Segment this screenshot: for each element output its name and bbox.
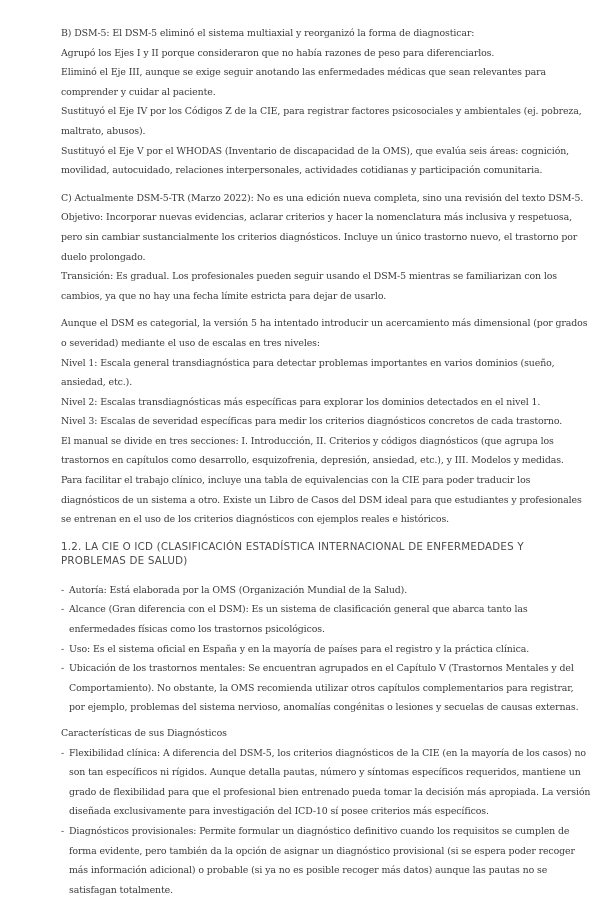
- heading-line: PROBLEMAS DE SALUD): [61, 555, 188, 568]
- text-line: Eliminó el Eje III, aunque se exige seguir anotando las enfermedades médicas que sean relevantes para: [61, 67, 546, 79]
- text-line: trastornos en capítulos como desarrollo, esquizofrenia, depresión, ansiedad, etc.), y III. Modelos y medidas.: [61, 455, 564, 467]
- text-line: Sustituyó el Eje V por el WHODAS (Inventario de discapacidad de la OMS), que evalúa seis áreas: cognición,: [61, 145, 570, 157]
- text-line: Transición: Es gradual. Los profesionales pueden seguir usando el DSM-5 mientras se familiarizan con los: [61, 271, 558, 283]
- text-line: duelo prolongado.: [61, 251, 146, 263]
- characteristics-bullet-list: [61, 744, 591, 900]
- bullet-marker: -: [61, 604, 65, 616]
- text-line: Nivel 2: Escalas transdiagnósticas más específicas para explorar los dominios detectados en el nivel 1.: [61, 396, 541, 408]
- text-line: Nivel 1: Escala general transdiagnóstica para detectar problemas importantes en varios dominios (sueño,: [61, 357, 555, 369]
- text-line: Flexibilidad clínica: A diferencia del DSM-5, los criterios diagnósticos de la CIE (en la mayoría de los casos) no: [69, 747, 586, 759]
- list-item: [61, 581, 550, 601]
- characteristics-title-block: [61, 724, 550, 744]
- bullet-marker: -: [61, 663, 65, 675]
- list-item: [61, 640, 550, 660]
- text-line: Para facilitar el trabajo clínico, incluye una tabla de equivalencias con la CIE para poder traducir los: [61, 475, 531, 487]
- text-line: son tan específicos ni rígidos. Aunque detalla pautas, número y síntomas específicos requeridos, mantiene un: [69, 767, 581, 779]
- text-line: movilidad, autocuidado, relaciones interpersonales, actividades cotidianas y participación comunitaria.: [61, 165, 543, 177]
- text-line: grado de flexibilidad para que el profesional bien entrenado pueda tomar la decisión más apropiada. La versión: [69, 786, 591, 798]
- text-line: maltrato, abusos).: [61, 125, 146, 137]
- text-line: Agrupó los Ejes I y II porque consideraron que no había razones de peso para diferenciarlos.: [61, 47, 495, 59]
- bullet-marker: -: [61, 747, 65, 759]
- paragraph-dsm5-tr: [61, 189, 584, 307]
- bullet-marker: -: [61, 643, 65, 655]
- section-heading-cie: [61, 540, 550, 569]
- paragraph-dsm5-changes: [61, 24, 582, 181]
- text-line: El manual se divide en tres secciones: I. Introducción, II. Criterios y códigos diagnósticos (que agrupa los: [61, 435, 554, 447]
- text-line: Comportamiento). No obstante, la OMS recomienda utilizar otros capítulos complementarios para registrar,: [69, 682, 574, 694]
- text-line: C) Actualmente DSM-5-TR (Marzo 2022): No es una edición nueva completa, sino una revisión del texto DSM-5.: [61, 192, 584, 204]
- text-line: Ubicación de los trastornos mentales: Se encuentran agrupados en el Capítulo V (Trastornos Mentales y del: [69, 663, 574, 675]
- text-line: cambios, ya que no hay una fecha límite estricta para dejar de usarlo.: [61, 290, 387, 302]
- text-line: forma evidente, pero también da la opción de asignar un diagnóstico provisional (si se espera poder recoger: [69, 845, 575, 857]
- text-line: se entrenan en el uso de los criterios diagnósticos con ejemplos reales e históricos.: [61, 514, 450, 526]
- text-line: enfermedades físicas como los trastornos psicológicos.: [69, 624, 325, 636]
- list-item: [61, 744, 591, 822]
- text-line: diseñada exclusivamente para investigación del ICD-10 sí posee criterios más específicos.: [69, 806, 489, 818]
- text-line: o severidad) mediante el uso de escalas en tres niveles:: [61, 337, 320, 349]
- text-line: B) DSM-5: El DSM-5 eliminó el sistema multiaxial y reorganizó la forma de diagnosticar:: [61, 28, 475, 39]
- text-line: más información adicional) o probable (si ya no es posible recoger más datos) aunque las pautas no se: [69, 865, 548, 877]
- bullet-marker: -: [61, 584, 65, 596]
- text-line: por ejemplo, problemas del sistema nervioso, anomalías congénitas o lesiones y secuelas de causas externas.: [69, 702, 579, 714]
- text-line: Diagnósticos provisionales: Permite formular un diagnóstico definitivo cuando los requisitos se cumplen de: [69, 825, 570, 837]
- list-item: [61, 822, 575, 900]
- bullet-marker: -: [61, 825, 65, 837]
- cie-bullet-list: [61, 581, 579, 718]
- text-line: ansiedad, etc.).: [61, 377, 133, 389]
- subheading: Características de sus Diagnósticos: [61, 728, 227, 739]
- text-line: pero sin cambiar sustancialmente los criterios diagnósticos. Incluye un único trastorno nuevo, el trastorno por: [61, 231, 578, 243]
- text-line: diagnósticos de un sistema a otro. Existe un Libro de Casos del DSM ideal para que estudiantes y profesionales: [61, 494, 582, 506]
- text-line: Objetivo: Incorporar nuevas evidencias, aclarar criterios y hacer la nomenclatura más inclusiva y respetuosa,: [61, 212, 572, 224]
- heading-line: 1.2. LA CIE O ICD (CLASIFICACIÓN ESTADÍSTICA INTERNACIONAL DE ENFERMEDADES Y: [61, 540, 524, 553]
- list-item: [61, 659, 579, 718]
- text-line: Autoría: Está elaborada por la OMS (Organización Mundial de la Salud).: [69, 584, 408, 596]
- paragraph-dimensional-approach: [61, 314, 588, 530]
- text-line: Alcance (Gran diferencia con el DSM): Es un sistema de clasificación general que abarca tanto las: [69, 604, 528, 616]
- list-item: [61, 600, 550, 639]
- text-line: Sustituyó el Eje IV por los Códigos Z de la CIE, para registrar factores psicosociales y ambientales (ej. pobreza,: [61, 106, 582, 118]
- text-line: Nivel 3: Escalas de severidad específicas para medir los criterios diagnósticos concretos de cada trastorno.: [61, 416, 563, 428]
- text-line: satisfagan totalmente.: [69, 884, 173, 896]
- text-line: comprender y cuidar al paciente.: [61, 86, 216, 98]
- text-line: Uso: Es el sistema oficial en España y en la mayoría de países para el registro y la práctica clínica.: [69, 643, 530, 655]
- text-line: Aunque el DSM es categorial, la versión 5 ha intentado introducir un acercamiento más dimensional (por grados: [61, 318, 588, 330]
